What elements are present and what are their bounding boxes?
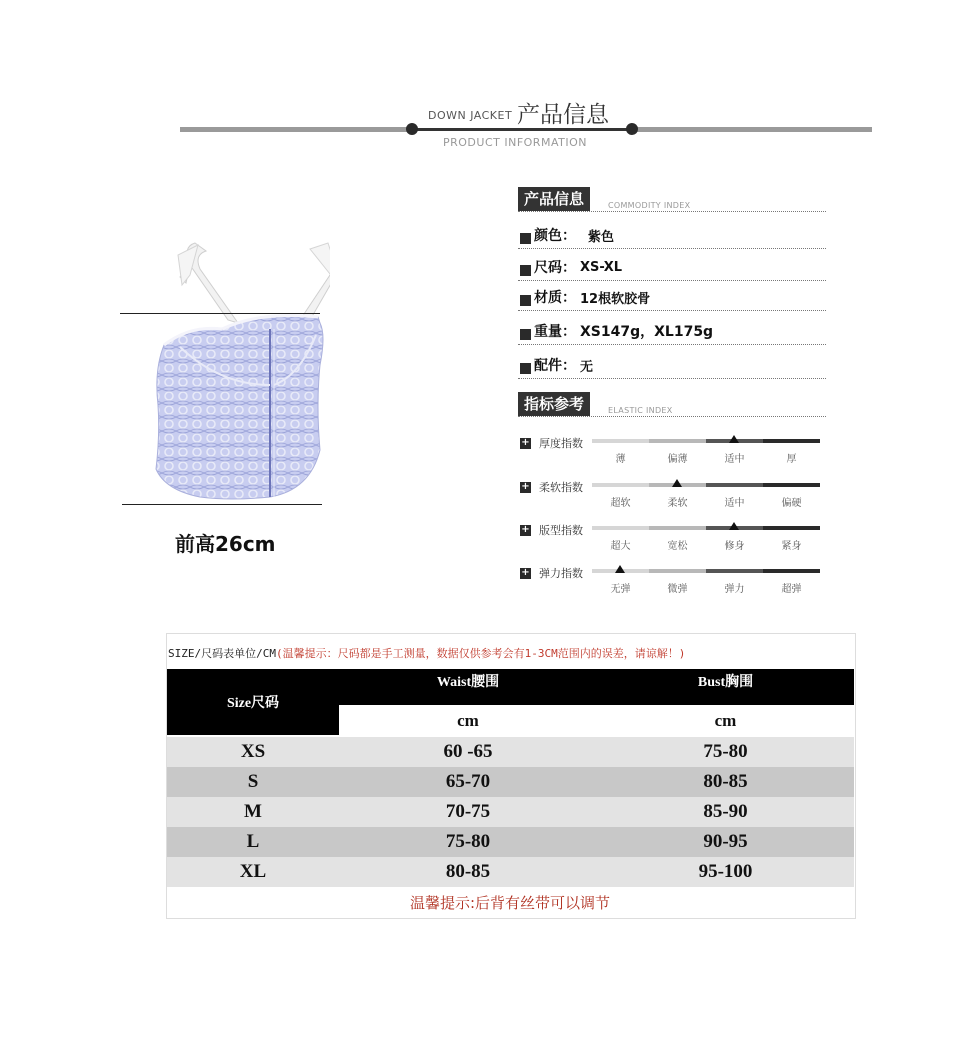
commodity-en: COMMODITY INDEX [608, 201, 691, 210]
index-name: 柔软指数 [539, 481, 583, 494]
elastic-tag: 指标参考 [518, 392, 590, 416]
index-bar [592, 569, 820, 573]
info-value: 12根软胶骨 [580, 291, 651, 307]
cell-bust: 90-95 [703, 831, 748, 852]
index-tick-label: 无弹 [610, 584, 631, 595]
index-name: 弹力指数 [539, 567, 583, 580]
bar-segment [763, 526, 820, 530]
header-dot-right [626, 123, 638, 135]
index-tick-label: 偏硬 [781, 498, 802, 509]
info-label: 尺码： [534, 260, 576, 276]
arrow-bullet-icon [520, 233, 531, 244]
divider [518, 248, 826, 249]
index-heading [520, 565, 583, 581]
info-value: XS-XL [580, 259, 623, 275]
divider [518, 344, 826, 345]
cell-size: XS [240, 741, 266, 762]
index-heading [520, 435, 583, 451]
bar-segment [763, 439, 820, 443]
index-tick-label: 适中 [724, 498, 745, 509]
divider [518, 310, 826, 311]
caption-prefix: SIZE/尺码表单位/CM [168, 647, 276, 660]
index-tick-label: 超弹 [781, 584, 802, 595]
size-table-caption [168, 645, 685, 661]
info-row-weight [520, 321, 713, 341]
cell-waist: 65-70 [445, 771, 491, 792]
plus-icon: + [521, 436, 530, 448]
index-bar [592, 439, 820, 443]
cell-bust: 85-90 [703, 801, 748, 822]
index-tick-label: 适中 [724, 454, 745, 465]
plus-icon: + [521, 523, 530, 535]
table-footnote: 温馨提示:后背有丝带可以调节 [409, 893, 611, 912]
divider [518, 378, 826, 379]
index-tick-label: 偏薄 [667, 454, 688, 465]
plus-icon: + [521, 566, 530, 578]
bar-segment [763, 483, 820, 487]
divider [518, 416, 826, 417]
index-tick-label: 微弹 [667, 584, 688, 595]
plus-icon: + [521, 480, 530, 492]
index-heading [520, 479, 583, 495]
selected-marker-icon [615, 565, 625, 573]
header-rule-right [632, 127, 872, 132]
index-tick-label: 紧身 [781, 541, 802, 552]
bar-segment [706, 569, 763, 573]
header-subtitle: PRODUCT INFORMATION [443, 136, 587, 149]
cell-waist: 80-85 [445, 861, 491, 882]
bar-segment [649, 569, 706, 573]
front-height-label: 前高26cm [175, 532, 276, 556]
product-picture [120, 235, 330, 515]
selected-marker-icon [729, 435, 739, 443]
caption-warning: (温馨提示：尺码都是手工测量，数据仅供参考会有1-3CM范围内的误差，请谅解！) [275, 647, 686, 660]
info-row-color [520, 225, 614, 245]
cell-waist: 75-80 [445, 831, 491, 852]
selected-marker-icon [672, 479, 682, 487]
cell-bust: 80-85 [703, 771, 748, 792]
header-cn-title: 产品信息 [517, 102, 609, 128]
cell-bust: 75-80 [703, 741, 748, 762]
bar-segment [592, 439, 649, 443]
arrow-bullet-icon [520, 363, 531, 374]
arrow-bullet-icon [520, 265, 531, 276]
cell-bust: 95-100 [698, 861, 753, 882]
info-row-material [520, 287, 650, 307]
info-label: 重量： [534, 324, 576, 340]
bar-segment [592, 526, 649, 530]
arrow-bullet-icon [520, 329, 531, 340]
unit-waist: cm [457, 711, 479, 730]
bottom-measure-line [122, 504, 322, 505]
col-header-bust: Bust胸围 [597, 669, 854, 705]
bar-segment [592, 483, 649, 487]
index-tick-label: 厚 [786, 454, 797, 465]
index-tick-label: 超软 [610, 498, 631, 509]
cell-size: M [244, 801, 262, 822]
header-en-title: DOWN JACKET [428, 109, 513, 122]
index-tick-label: 弹力 [724, 584, 745, 595]
cell-waist: 60 -65 [443, 741, 493, 762]
index-tick-label: 柔软 [667, 498, 688, 509]
index-name: 厚度指数 [539, 437, 583, 450]
info-value: 紫色 [588, 229, 615, 245]
selected-marker-icon [729, 522, 739, 530]
divider [518, 280, 826, 281]
info-label: 颜色： [534, 228, 576, 244]
bar-segment [763, 569, 820, 573]
index-bar [592, 483, 820, 487]
bar-segment [706, 483, 763, 487]
unit-bust: cm [714, 711, 737, 730]
elastic-en: ELASTIC INDEX [608, 406, 673, 415]
index-bar [592, 526, 820, 530]
cell-size: S [247, 771, 259, 792]
cell-waist: 70-75 [445, 801, 491, 822]
cell-size: L [246, 831, 260, 852]
col-header-waist: Waist腰围 [339, 669, 597, 705]
top-measure-line [120, 313, 320, 314]
index-name: 版型指数 [539, 524, 583, 537]
info-label: 材质： [534, 290, 576, 306]
header-rule-left [180, 127, 412, 132]
bar-segment [649, 526, 706, 530]
index-tick-label: 宽松 [667, 541, 688, 552]
info-value: XS147g，XL175g [580, 324, 714, 340]
info-label: 配件： [534, 358, 576, 374]
info-row-size [520, 257, 622, 277]
commodity-tag: 产品信息 [518, 187, 590, 211]
header-dot-left [406, 123, 418, 135]
index-tick-label: 超大 [610, 541, 631, 552]
bar-segment [649, 439, 706, 443]
index-tick-label: 修身 [724, 541, 745, 552]
cell-size: XL [239, 861, 267, 882]
arrow-bullet-icon [520, 295, 531, 306]
index-heading [520, 522, 583, 538]
info-row-accessory [520, 355, 593, 375]
divider [518, 211, 826, 212]
index-tick-label: 薄 [615, 454, 626, 465]
col-header-size: Size尺码 [167, 669, 339, 735]
info-value: 无 [580, 359, 594, 375]
